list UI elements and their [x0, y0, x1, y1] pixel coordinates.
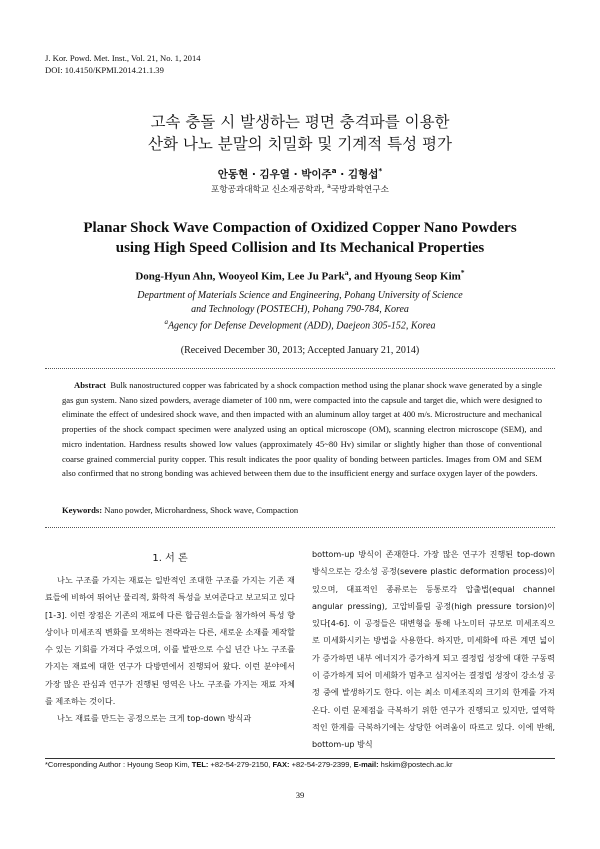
korean-title-line2: 산화 나노 분말의 치밀화 및 기계적 특성 평가 — [147, 135, 452, 153]
korean-authors-sup: a — [331, 166, 337, 175]
english-authors — [0, 268, 600, 283]
section-title-introduction: 1. 서 론 — [152, 553, 188, 564]
left-paragraph-1: 나노 구조를 가지는 재료는 일반적인 조대한 구조를 가지는 기존 재료들에 비하여 뛰어난 물리적, 화학적 특성을 보여준다고 보고되고 있다[1-3]. 이런 장점은 기존의 재료에 다른 합금원소들을 첨가하여 특성 향상이나 미세조직 변화를 모색하는 전략과는 다른, 새로운 소재를 제작할 수 있는 기회를 가져다 주었으며, 이를 발판으로 수십 년간 나노 구조를 가지는 재료에 대한 연구가 다방면에서 진행되어 왔다. 이런 분야에서 가장 많은 관심과 연구가 진행된 영역은 나노 구조를 가지는 재료 자체를 제조하는 것이다. — [45, 575, 295, 707]
korean-affiliation-sup: a — [327, 183, 331, 191]
english-affiliation-sup: a — [164, 318, 168, 326]
english-affiliation-line3 — [0, 318, 600, 331]
korean-authors-main: 안동현 · 김우열 · 박이주 — [217, 168, 332, 181]
right-column — [312, 546, 555, 754]
doi: DOI: 10.4150/KPMI.2014.21.1.39 — [45, 65, 164, 75]
left-column — [45, 572, 295, 728]
footnote-fax: +82-54-279-2399, — [289, 760, 354, 769]
english-authors-sup: a — [344, 268, 349, 277]
abstract-top-divider — [45, 368, 555, 369]
english-title-line1: Planar Shock Wave Compaction of Oxidized Copper Nano Powders — [83, 220, 517, 236]
english-affiliation-line3-text: Agency for Defense Development (ADD), Daejeon 305-152, Korea — [167, 320, 436, 332]
received-dates: (Received December 30, 2013; Accepted January 21, 2014) — [180, 345, 420, 356]
keywords-label: Keywords: — [62, 505, 103, 515]
keywords — [62, 505, 542, 515]
journal-citation: J. Kor. Powd. Met. Inst., Vol. 21, No. 1, 2014 — [45, 53, 201, 63]
footnote-tel: +82-54-279-2150, — [208, 760, 273, 769]
abstract — [62, 378, 542, 481]
left-paragraph-2: 나노 재료를 만드는 공정으로는 크게 top-down 방식과 — [57, 713, 252, 724]
korean-affiliation — [0, 183, 600, 195]
korean-authors — [0, 166, 600, 182]
korean-affiliation-tail: 국방과학연구소 — [330, 185, 389, 195]
korean-authors-star: * — [378, 166, 383, 175]
footnote-fax-label: FAX: — [272, 760, 290, 769]
english-affiliation-line1: Department of Materials Science and Engineering, Pohang University of Science — [137, 290, 463, 301]
english-title-line2: using High Speed Collision and Its Mechanical Properties — [115, 240, 485, 256]
abstract-bottom-divider — [45, 527, 555, 528]
footnote-tel-label: TEL: — [191, 760, 209, 769]
footnote-prefix: *Corresponding Author : Hyoung Seop Kim, — [45, 760, 192, 769]
abstract-text: Bulk nanostructured copper was fabricated by a shock compaction method using the planar shock wave generated by a single gas gun system. Nano sized powders, average diameter of 100 nm, were compacted into the capsule and target die, which were designed to eliminate the effect of undesired shock wave, and then impacted with an aluminum alloy target at 400 m/s. Microstructure and mechanical properties of the shock compact specimen were analyzed using an optical microscope (OM), scanning electron microscope (SEM), and micro indentation. Hardness results showed low values (approximately 45~80 Hv) similar or slightly higher than those of conventional coarse grained commercial purity copper. This result indicates the poor quality of bonding between particles. Images from OM and SEM also confirmed that no strong bonding was achieved between them due to the insufficient energy and surface oxygen layer of the powders. — [62, 380, 543, 479]
english-affiliation-line2: and Technology (POSTECH), Pohang 790-784, Korea — [191, 304, 409, 315]
english-authors-star: * — [460, 268, 465, 277]
korean-authors-tail: · 김형섭 — [336, 168, 379, 181]
english-authors-main: Dong-Hyun Ahn, Wooyeol Kim, Lee Ju Park — [135, 270, 345, 283]
korean-title-line1: 고속 충돌 시 발생하는 평면 충격파를 이용한 — [150, 113, 450, 131]
footnote-email[interactable]: hskim@postech.ac.kr — [378, 760, 453, 769]
footnote-email-label: E-mail: — [353, 760, 379, 769]
page-number: 39 — [295, 790, 305, 800]
journal-header — [45, 52, 201, 76]
keywords-text: Nano powder, Microhardness, Shock wave, Compaction — [104, 505, 299, 515]
right-paragraph: bottom-up 방식이 존재한다. 가장 많은 연구가 진행된 top-down 방식으로는 강소성 공정(severe plastic deformation process)이 있으며, 대표적인 종류로는 등통로각 압출법(equal channel angular pressing), 고압비틀림 공정(high pressure torsion)이 있다[4-6]. 이 공정들은 대변형을 통해 나노미터 규모로 미세조직으로 미세화시키는 방법을 사용한다. 하지만, 미세화에 따른 계면 넓이가 증가하면 내부 에너지가 증가하게 되고 결정립 성장에 대한 구동력이 증가하게 되어 미세화가 멈추고 심지어는 결정립 성장이 강소성 공정 중에 발생하기도 한다. 이는 최소 미세조직의 크기의 한계를 가져온다. 이런 문제점을 극복하기 위한 연구가 진행되고 있지만, 열역학적인 한계를 극복하기에는 상당한 어려움이 따르고 있다. 이에 반해, bottom-up 방식 — [312, 549, 555, 750]
abstract-label: Abstract — [74, 380, 106, 390]
english-authors-tail: , and Hyoung Seop Kim — [348, 270, 461, 283]
korean-affiliation-main: 포항공과대학교 신소재공학과, — [211, 185, 328, 195]
corresponding-author-footnote — [45, 760, 452, 769]
footnote-divider — [45, 758, 555, 759]
